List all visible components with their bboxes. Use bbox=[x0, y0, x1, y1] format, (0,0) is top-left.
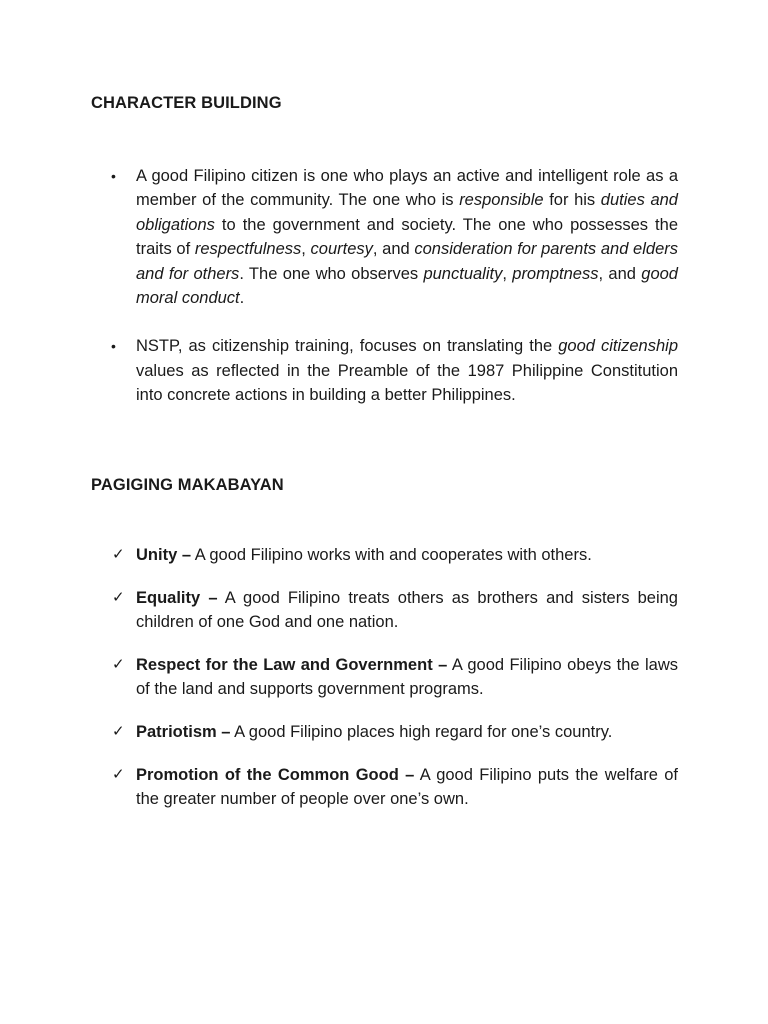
checkmark-icon: ✓ bbox=[112, 656, 125, 673]
body-text: , bbox=[502, 264, 513, 283]
list-item bbox=[110, 543, 678, 567]
pagiging-makabayan-list bbox=[110, 543, 678, 830]
body-text: A good Filipino works with and cooperates with others. bbox=[191, 546, 592, 564]
body-text: for his bbox=[543, 191, 601, 210]
body-text: A good Filipino obeys the laws of the land and supports government programs. bbox=[136, 656, 678, 699]
list-item bbox=[110, 586, 678, 635]
term-label: Respect for the Law and Government – bbox=[136, 656, 448, 674]
term-label: Promotion of the Common Good – bbox=[136, 766, 415, 784]
body-text: A good Filipino puts the welfare of the greater number of people over one’s own. bbox=[136, 766, 678, 809]
body-text: NSTP, as citizenship training, focuses on translating the bbox=[136, 337, 559, 356]
list-item-text bbox=[136, 766, 678, 808]
term-label: Equality – bbox=[136, 588, 218, 607]
body-text: . bbox=[239, 289, 245, 308]
emphasis-text: punctuality bbox=[423, 264, 503, 283]
section-heading-pagiging-makabayan: PAGIGING MAKABAYAN bbox=[91, 476, 284, 494]
checkmark-icon: ✓ bbox=[112, 723, 125, 741]
list-item-text bbox=[136, 337, 678, 404]
list-item-text bbox=[136, 723, 612, 741]
body-text: , and bbox=[372, 240, 415, 259]
list-item bbox=[110, 164, 678, 310]
body-text: A good Filipino places high regard for one’s country. bbox=[230, 723, 613, 742]
emphasis-text: good moral conduct bbox=[136, 264, 678, 308]
list-item-text bbox=[136, 167, 678, 307]
term-label: Patriotism – bbox=[136, 723, 231, 742]
list-item-text bbox=[136, 546, 592, 564]
character-building-list bbox=[110, 164, 678, 432]
bullet-dot-icon: • bbox=[111, 338, 116, 355]
body-text: values as reflected in the Preamble of the 1987 Philippine Constitution into concrete actions in building a better Philippines. bbox=[136, 361, 678, 405]
checkmark-icon: ✓ bbox=[112, 546, 125, 563]
emphasis-text: promptness bbox=[512, 264, 599, 283]
body-text: to the government and society. The one who possesses the traits of bbox=[136, 215, 678, 259]
body-text: A good Filipino treats others as brothers and sisters being children of one God and one nation. bbox=[136, 588, 678, 632]
checkmark-icon: ✓ bbox=[112, 588, 125, 606]
list-item bbox=[110, 720, 678, 744]
body-text: , bbox=[301, 240, 311, 259]
checkmark-icon: ✓ bbox=[112, 766, 125, 783]
body-text: A good Filipino citizen is one who plays an active and intelligent role as a member of the community. The one who is bbox=[136, 167, 678, 210]
list-item-text bbox=[136, 589, 678, 631]
bullet-dot-icon: • bbox=[111, 168, 116, 184]
emphasis-text: responsible bbox=[459, 191, 544, 210]
list-item bbox=[110, 653, 678, 702]
list-item-text bbox=[136, 656, 678, 698]
body-text: . The one who observes bbox=[239, 264, 424, 283]
emphasis-text: courtesy bbox=[310, 240, 373, 259]
emphasis-text: good citizenship bbox=[558, 337, 678, 356]
emphasis-text: duties and obligations bbox=[136, 191, 678, 234]
term-label: Unity – bbox=[136, 546, 192, 564]
section-heading-character-building: CHARACTER BUILDING bbox=[91, 94, 282, 112]
list-item bbox=[110, 763, 678, 812]
emphasis-text: respectfulness bbox=[194, 240, 302, 259]
body-text: , and bbox=[598, 264, 642, 283]
emphasis-text: consideration for parents and elders and for others bbox=[136, 240, 678, 283]
list-item bbox=[110, 334, 678, 407]
